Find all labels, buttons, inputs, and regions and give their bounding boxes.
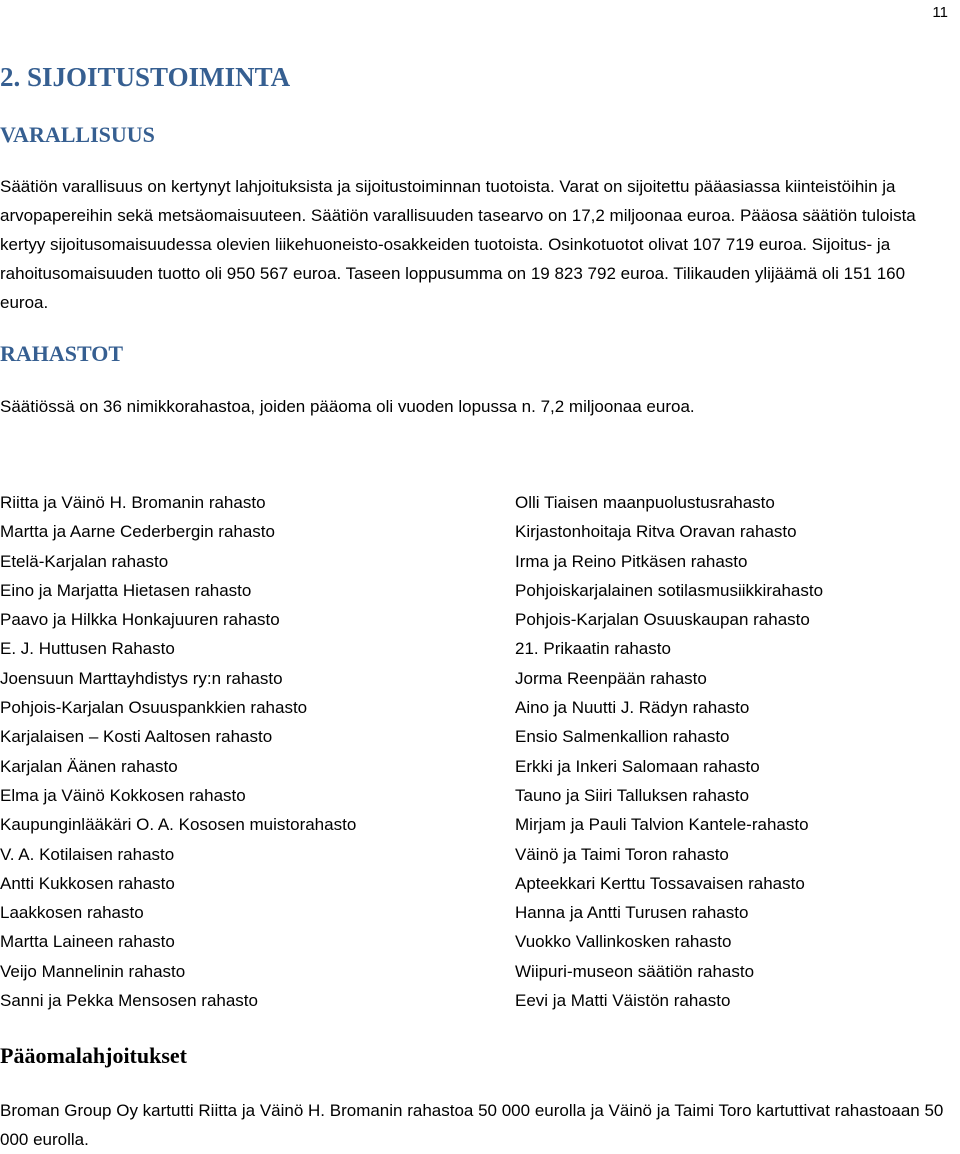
fund-item: Pohjoiskarjalainen sotilasmusiikkirahasto	[515, 580, 824, 600]
fund-item: Väinö ja Taimi Toron rahasto	[515, 844, 729, 864]
fund-item: Vuokko Vallinkosken rahasto	[515, 932, 732, 952]
fund-item: Irma ja Reino Pitkäsen rahasto	[515, 551, 748, 571]
fund-item: Wiipuri-museon säätiön rahasto	[515, 961, 755, 981]
fund-item: Aino ja Nuutti J. Rädyn rahasto	[515, 698, 750, 718]
rahastot-heading: RAHASTOT	[0, 341, 124, 366]
fund-item: Paavo ja Hilkka Honkajuuren rahasto	[0, 610, 280, 630]
fund-item: V. A. Kotilaisen rahasto	[0, 844, 175, 864]
fund-item: Sanni ja Pekka Mensosen rahasto	[0, 991, 258, 1011]
fund-list-left	[0, 488, 356, 1015]
fund-item: Kirjastonhoitaja Ritva Oravan rahasto	[515, 522, 797, 542]
fund-item: Laakkosen rahasto	[0, 903, 144, 923]
fund-item: Riitta ja Väinö H. Bromanin rahasto	[0, 493, 266, 512]
fund-item: Eevi ja Matti Väistön rahasto	[515, 991, 731, 1011]
fund-item: Etelä-Karjalan rahasto	[0, 551, 169, 571]
fund-list-right	[515, 488, 823, 1015]
fund-item: Veijo Mannelinin rahasto	[0, 961, 186, 981]
fund-item: Elma ja Väinö Kokkosen rahasto	[0, 785, 246, 805]
paaomalahjoitukset-paragraph: Broman Group Oy kartutti Riitta ja Väinö H. Bromanin rahastoa 50 000 eurolla ja Väinö ja Taimi Toro kartuttivat rahastoaan 50 000 eurolla.	[0, 1101, 944, 1149]
fund-item: Apteekkari Kerttu Tossavaisen rahasto	[515, 873, 805, 893]
fund-item: Joensuun Marttayhdistys ry:n rahasto	[0, 668, 283, 688]
fund-item: Kaupunginlääkäri O. A. Kososen muistorahasto	[0, 815, 357, 835]
paaomalahjoitukset-heading: Pääomalahjoitukset	[0, 1043, 187, 1068]
fund-item: Pohjois-Karjalan Osuuskaupan rahasto	[515, 610, 810, 630]
fund-item: Mirjam ja Pauli Talvion Kantele-rahasto	[515, 815, 809, 835]
fund-item: Martta ja Aarne Cederbergin rahasto	[0, 522, 275, 542]
fund-item: E. J. Huttusen Rahasto	[0, 639, 175, 659]
varallisuus-paragraph: Säätiön varallisuus on kertynyt lahjoituksista ja sijoitustoiminnan tuotoista. Varat on sijoitettu pääasiassa kiinteistöihin ja arvopapereihin sekä metsäomaisuuteen. Säätiön varallisuuden tasearvo on 17,2 miljoonaa euroa. Pääosa säätiön tuloista kertyy sijoitusomaisuudessa olevien liikehuoneisto-osakkeiden tuotoista. Osinkotuotot olivat 107 719 euroa. Sijoitus- ja rahoitusomaisuuden tuotto oli 950 567 euroa. Taseen loppusumma on 19 823 792 euroa. Tilikauden ylijäämä oli 151 160 euroa.	[0, 177, 916, 312]
fund-item: Karjalaisen – Kosti Aaltosen rahasto	[0, 727, 273, 747]
fund-item: Antti Kukkosen rahasto	[0, 873, 175, 893]
page-number: 11	[932, 4, 948, 21]
rahastot-paragraph: Säätiössä on 36 nimikkorahastoa, joiden pääoma oli vuoden lopussa n. 7,2 miljoonaa euroa.	[0, 397, 695, 416]
fund-item: Jorma Reenpään rahasto	[515, 668, 707, 688]
fund-item: Eino ja Marjatta Hietasen rahasto	[0, 580, 252, 600]
fund-item: Tauno ja Siiri Talluksen rahasto	[515, 785, 750, 805]
fund-item: Pohjois-Karjalan Osuuspankkien rahasto	[0, 698, 308, 718]
fund-item: Ensio Salmenkallion rahasto	[515, 727, 730, 747]
section-title: 2. SIJOITUSTOIMINTA	[0, 62, 291, 92]
fund-item: Erkki ja Inkeri Salomaan rahasto	[515, 756, 760, 776]
fund-item: Olli Tiaisen maanpuolustusrahasto	[515, 493, 775, 512]
fund-item: Martta Laineen rahasto	[0, 932, 175, 952]
fund-item: Karjalan Äänen rahasto	[0, 756, 178, 776]
varallisuus-heading: VARALLISUUS	[0, 122, 155, 147]
fund-item: Hanna ja Antti Turusen rahasto	[515, 903, 749, 923]
fund-item: 21. Prikaatin rahasto	[515, 639, 671, 659]
